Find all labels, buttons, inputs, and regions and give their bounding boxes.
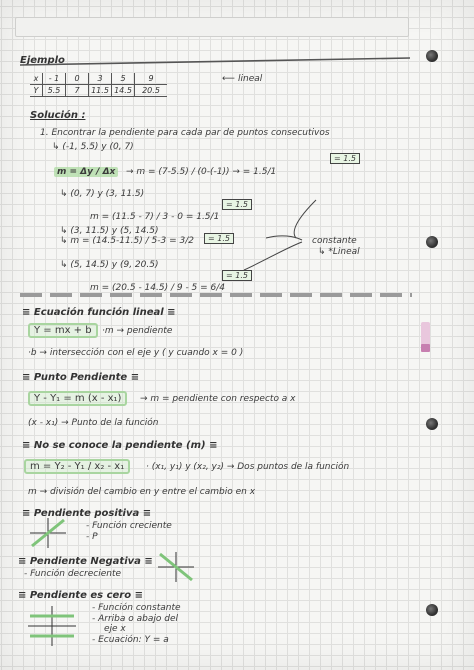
note-constante: constante [312,236,357,246]
zero-item-2: - Arriba o abajo del [92,614,178,624]
slope-box-3: = 1.5 [204,233,234,244]
table-cell: Y [30,85,43,97]
table-cell: 7 [66,85,89,97]
section-divider [20,292,412,298]
point-slope-formula: Y - Y₁ = m (x - x₁) [28,391,127,406]
section-unknown-slope-title: ≡ No se conoce la pendiente (m) ≡ [22,440,218,451]
title-bar [15,17,409,37]
sticky-tab-mark [421,344,430,352]
zero-item-3: - Ecuación: Y = a [92,635,169,645]
table-row [30,85,167,97]
zero-item-1: - Función constante [92,603,181,613]
point-desc: (x - x₁) → Punto de la función [28,418,159,428]
section-negative-slope-title: ≡ Pendiente Negativa ≡ [18,556,153,567]
negative-item-1: - Función decreciente [24,569,122,579]
table-cell: x [30,73,43,85]
positive-item-2: - P [86,532,98,542]
pair-3: ↳ (3, 11.5) y (5, 14.5) [60,226,159,236]
slope-formula-highlight: m = Δy / Δx [54,167,118,177]
note-lineal: ↳ *Lineal [318,247,360,257]
binder-hole-3 [426,418,438,430]
two-point-formula: m = Y₂ - Y₁ / x₂ - x₁ [24,459,130,474]
table-cell: 11.5 [89,85,112,97]
linear-formula: Y = mx + b [28,323,98,338]
slope-box-4: = 1.5 [222,270,252,281]
section-point-slope-title: ≡ Punto Pendiente ≡ [22,372,140,383]
table-cell: 5 [112,73,135,85]
b-description: ·b → intersección con el eje y ( y cuando x = 0 ) [28,348,244,358]
step-1-text: 1. Encontrar la pendiente para cada par de puntos consecutivos [40,128,330,138]
pair-4: ↳ (5, 14.5) y (9, 20.5) [60,260,159,270]
section-linear-equation-title: ≡ Ecuación función lineal ≡ [22,307,176,318]
example-underline [20,54,410,66]
table-cell: 20.5 [135,85,168,97]
table-cell: 9 [135,73,168,85]
calc-4: m = (20.5 - 14.5) / 9 - 5 = 6/4 [90,283,226,293]
positive-slope-graph-icon [30,518,66,548]
zero-slope-graph-icon [28,606,76,646]
zero-item-2b: eje x [104,624,126,634]
pair-2: ↳ (0, 7) y (3, 11.5) [60,189,145,199]
binder-hole-2 [426,236,438,248]
section-zero-slope-title: ≡ Pendiente es cero ≡ [18,590,143,601]
table-cell: 14.5 [112,85,135,97]
table-cell: 0 [66,73,89,85]
binder-hole-4 [426,604,438,616]
negative-slope-graph-icon [158,552,194,582]
calc-3: ↳ m = (14.5-11.5) / 5-3 = 3/2 [60,236,194,246]
lineal-arrow-icon: ⟵ [222,74,235,84]
positive-item-1: - Función creciente [86,521,172,531]
solution-title: Solución : [30,110,86,121]
binder-hole-1 [426,50,438,62]
slope-box-1: = 1.5 [330,153,360,164]
division-desc: m → división del cambio en y entre el cambio en x [28,487,256,497]
section-positive-slope-title: ≡ Pendiente positiva ≡ [22,508,152,519]
slope-box-2: = 1.5 [222,199,252,210]
constant-bracket-arrows [236,190,320,280]
calc-1: → m = (7-5.5) / (0-(-1)) → = 1.5/1 [126,167,277,177]
m-description: ·m → pendiente [102,326,173,336]
table-cell: - 1 [43,73,66,85]
table-cell: 3 [89,73,112,85]
table-cell: 5.5 [43,85,66,97]
calc-2: m = (11.5 - 7) / 3 - 0 = 1.5/1 [90,212,220,222]
point-slope-m-desc: → m = pendiente con respecto a x [140,394,296,404]
lineal-label: lineal [238,74,263,84]
pair-1: ↳ (-1, 5.5) y (0, 7) [52,142,134,152]
xy-table [30,73,167,97]
two-points-desc: · (x₁, y₁) y (x₂, y₂) → Dos puntos de la función [146,462,350,472]
table-row [30,73,167,85]
example-title: Ejemplo [20,55,65,66]
